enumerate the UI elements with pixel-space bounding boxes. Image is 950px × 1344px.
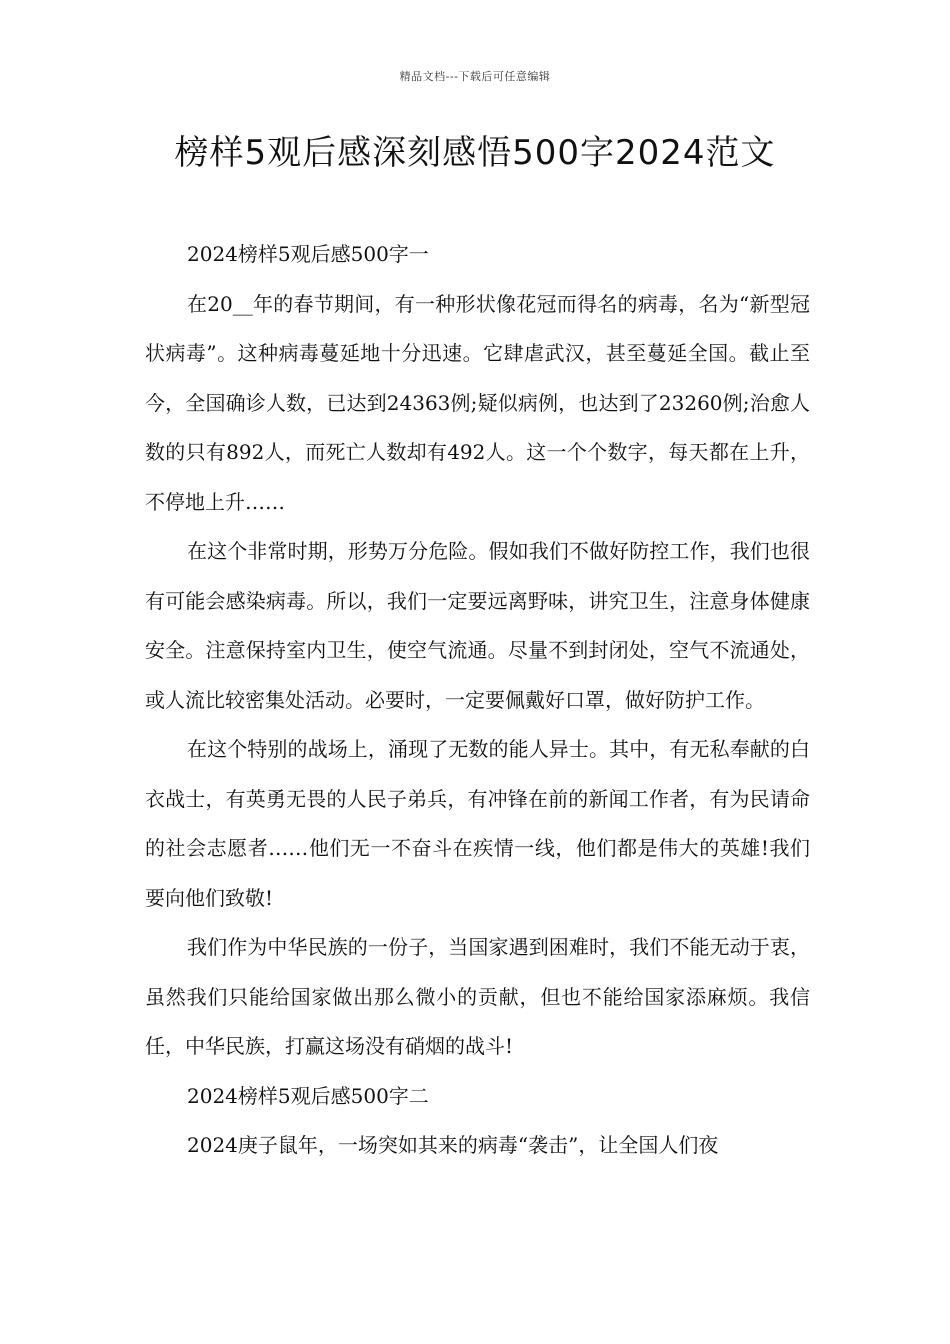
document-body	[145, 230, 810, 1171]
paragraph: 在这个非常时期，形势万分危险。假如我们不做好防控工作，我们也很有可能会感染病毒。所以，我们一定要远离野味，讲究卫生，注意身体健康安全。注意保持室内卫生，使空气流通。尽量不到封闭处，空气不流通处，或人流比较密集处活动。必要时，一定要佩戴好口罩，做好防护工作。	[145, 539, 810, 712]
paragraph: 在20__年的春节期间，有一种形状像花冠而得名的病毒，名为“新型冠状病毒”。这种病毒蔓延地十分迅速。它肆虐武汉，甚至蔓延全国。截止至今，全国确诊人数，已达到24363例;疑似病例，也达到了23260例;治愈人数的只有892人，而死亡人数却有492人。这一个个数字，每天都在上升，不停地上升……	[145, 291, 810, 514]
section-heading-1: 2024榜样5观后感500字一	[187, 242, 429, 266]
paragraph: 我们作为中华民族的一份子，当国家遇到困难时，我们不能无动于衷，虽然我们只能给国家做出那么微小的贡献，但也不能给国家添麻烦。我信任，中华民族，打赢这场没有硝烟的战斗!	[145, 935, 810, 1058]
header-note: 精品文档---下载后可任意编辑	[399, 70, 551, 83]
paragraph: 2024庚子鼠年，一场突如其来的病毒“袭击”，让全国人们夜	[187, 1133, 719, 1157]
section-heading-2: 2024榜样5观后感500字二	[187, 1083, 429, 1108]
paragraph: 在这个特别的战场上，涌现了无数的能人异士。其中，有无私奉献的白衣战士，有英勇无畏的人民子弟兵，有冲锋在前的新闻工作者，有为民请命的社会志愿者……他们无一不奋斗在疾情一线，他们都是伟大的英雄!我们要向他们致敬!	[145, 737, 810, 910]
document-title: 榜样5观后感深刻感悟500字2024范文	[174, 133, 776, 173]
